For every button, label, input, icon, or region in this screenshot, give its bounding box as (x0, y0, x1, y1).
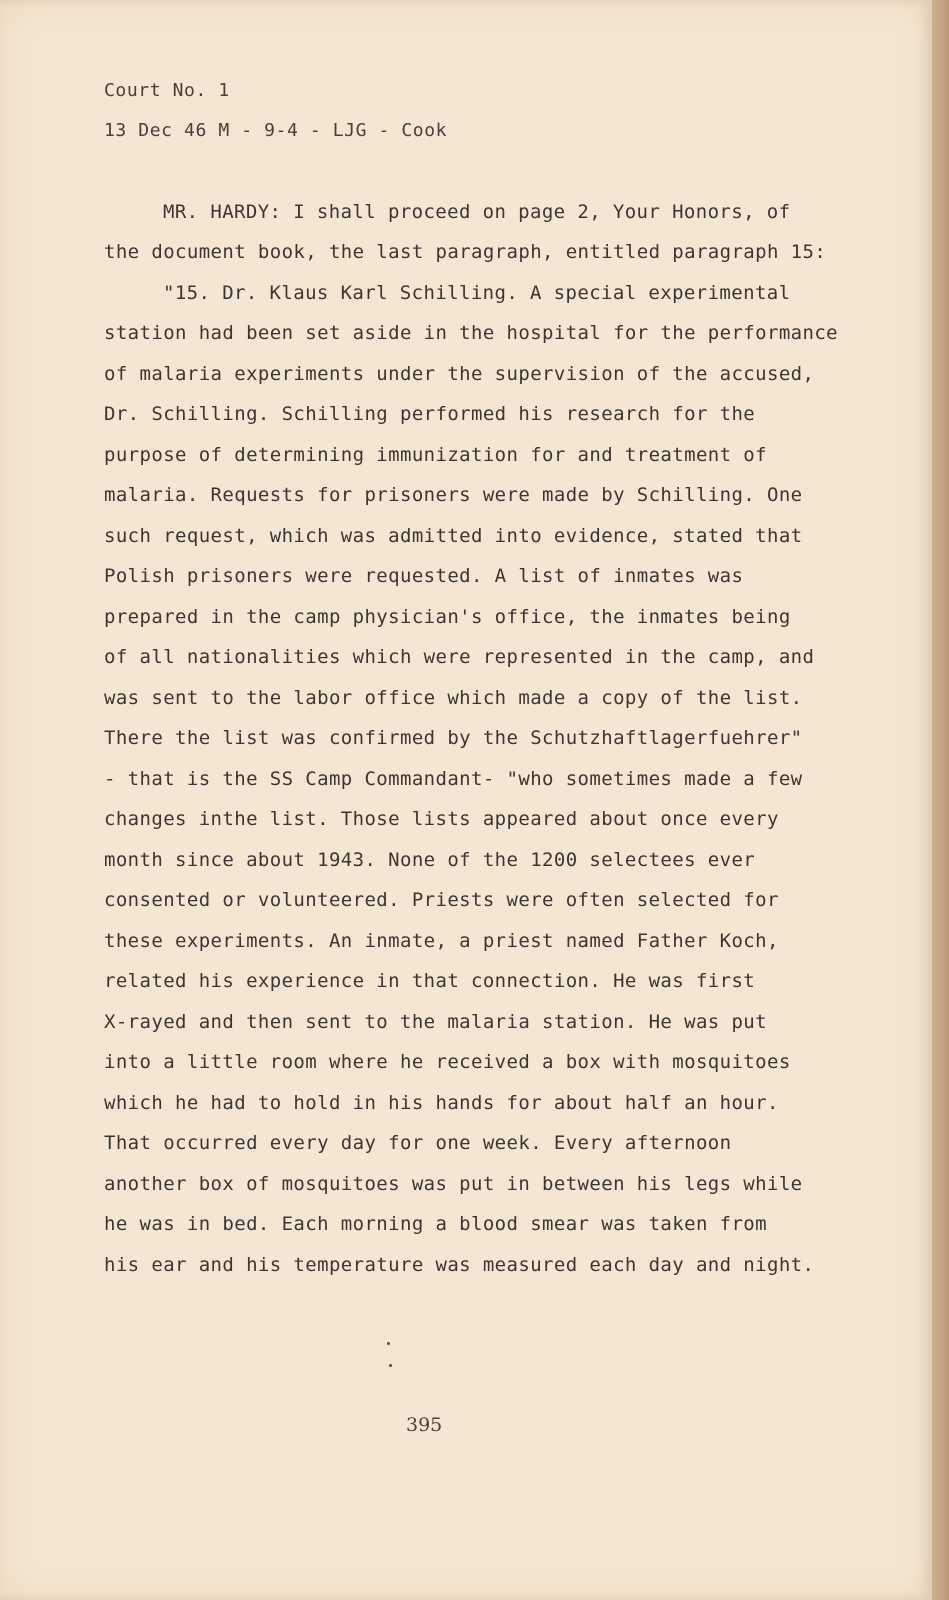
transcript-line: consented or volunteered. Priests were often selected for (104, 889, 779, 911)
transcript-line: of malaria experiments under the supervision of the accused, (104, 363, 815, 385)
transcript-line: another box of mosquitoes was put in between his legs while (104, 1173, 803, 1195)
session-info: 13 Dec 46 M - 9-4 - LJG - Cook (104, 120, 448, 141)
transcript-line: he was in bed. Each morning a blood smear was taken from (104, 1213, 767, 1235)
transcript-line: That occurred every day for one week. Every afternoon (104, 1132, 732, 1154)
ink-speck (389, 1364, 392, 1367)
transcript-line: such request, which was admitted into evidence, stated that (104, 525, 803, 547)
transcript-line: Polish prisoners were requested. A list of inmates was (104, 565, 744, 587)
transcript-line: There the list was confirmed by the Schutzhaftlagerfuehrer" (104, 727, 803, 749)
transcript-line: the document book, the last paragraph, entitled paragraph 15: (104, 241, 827, 263)
transcript-line: of all nationalities which were represented in the camp, and (104, 646, 815, 668)
transcript-line: prepared in the camp physician's office, the inmates being (104, 606, 791, 628)
transcript-line: which he had to hold in his hands for about half an hour. (104, 1092, 779, 1114)
transcript-line: related his experience in that connection. He was first (104, 970, 756, 992)
transcript-line: these experiments. An inmate, a priest named Father Koch, (104, 930, 779, 952)
transcript-line: purpose of determining immunization for and treatment of (104, 444, 767, 466)
transcript-line: into a little room where he received a box with mosquitoes (104, 1051, 791, 1073)
transcript-line: his ear and his temperature was measured each day and night. (104, 1254, 815, 1276)
transcript-line: changes inthe list. Those lists appeared about once every (104, 808, 779, 830)
transcript-line: MR. HARDY: I shall proceed on page 2, Your Honors, of (163, 201, 791, 223)
ink-speck (387, 1342, 390, 1345)
transcript-line: station had been set aside in the hospital for the performance (104, 322, 839, 344)
transcript-line: X-rayed and then sent to the malaria station. He was put (104, 1011, 767, 1033)
page-number: 395 (406, 1414, 443, 1436)
court-number: Court No. 1 (104, 80, 230, 101)
transcript-line: malaria. Requests for prisoners were made by Schilling. One (104, 484, 803, 506)
transcript-line: was sent to the labor office which made a copy of the list. (104, 687, 803, 709)
transcript-line: month since about 1943. None of the 1200 selectees ever (104, 849, 756, 871)
transcript-line: "15. Dr. Klaus Karl Schilling. A special experimental (163, 282, 791, 304)
page-edge (932, 0, 949, 1600)
transcript-line: - that is the SS Camp Commandant- "who sometimes made a few (104, 768, 803, 790)
transcript-line: Dr. Schilling. Schilling performed his research for the (104, 403, 756, 425)
